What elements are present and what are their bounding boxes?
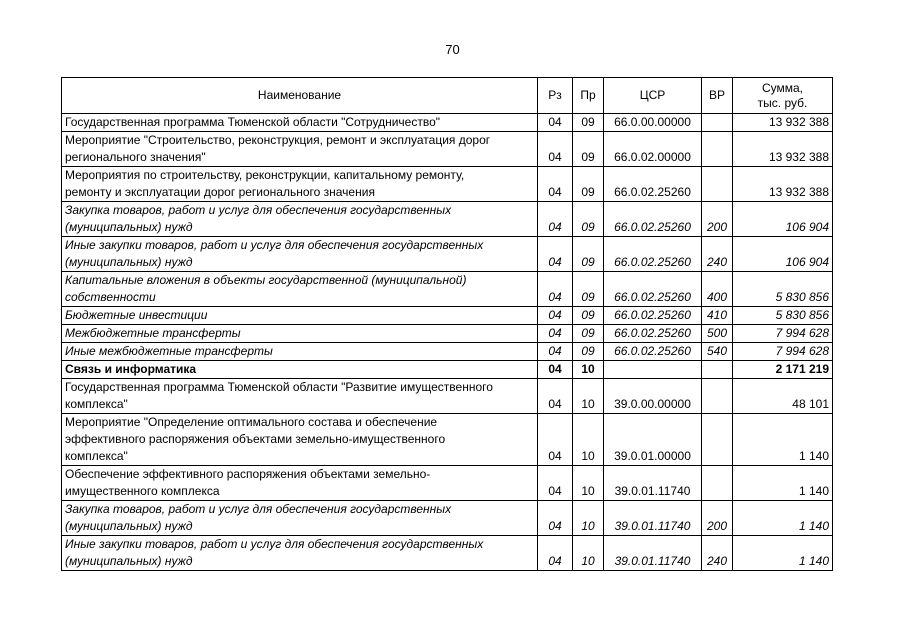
cell-rz: 04: [538, 414, 573, 466]
cell-name: Иные закупки товаров, работ и услуг для обеспечения государственных (муниципальных) нужд: [62, 536, 538, 571]
cell-pr: 09: [573, 307, 604, 325]
cell-sum: 7 994 628: [733, 343, 833, 361]
cell-sum: 13 932 388: [733, 132, 833, 167]
table-row: [62, 536, 833, 571]
cell-rz: 04: [538, 379, 573, 414]
cell-vr: 540: [702, 343, 733, 361]
cell-pr: 10: [573, 414, 604, 466]
table-row: [62, 272, 833, 307]
table-row: [62, 237, 833, 272]
table-header-row: [62, 78, 833, 114]
table-row: [62, 466, 833, 501]
cell-sum: 106 904: [733, 202, 833, 237]
table-row: [62, 361, 833, 379]
cell-name: Мероприятия по строительству, реконструкции, капитальному ремонту, ремонту и эксплуатации дорог регионального значения: [62, 167, 538, 202]
cell-vr: 200: [702, 202, 733, 237]
cell-csr: 39.0.01.00000: [604, 414, 702, 466]
cell-name: Государственная программа Тюменской области "Сотрудничество": [62, 114, 538, 132]
cell-vr: 240: [702, 237, 733, 272]
cell-pr: 09: [573, 237, 604, 272]
cell-csr: 66.0.00.00000: [604, 114, 702, 132]
cell-sum: 7 994 628: [733, 325, 833, 343]
cell-name: Мероприятие "Строительство, реконструкция, ремонт и эксплуатация дорог регионального значения": [62, 132, 538, 167]
cell-vr: 410: [702, 307, 733, 325]
table-row: [62, 307, 833, 325]
cell-sum: 1 140: [733, 414, 833, 466]
cell-name: Закупка товаров, работ и услуг для обеспечения государственных (муниципальных) нужд: [62, 501, 538, 536]
cell-name: Обеспечение эффективного распоряжения объектами земельно- имущественного комплекса: [62, 466, 538, 501]
cell-sum: 5 830 856: [733, 307, 833, 325]
cell-rz: 04: [538, 361, 573, 379]
cell-name: Иные закупки товаров, работ и услуг для обеспечения государственных (муниципальных) нужд: [62, 237, 538, 272]
header-vr: ВР: [702, 78, 733, 114]
cell-name: Государственная программа Тюменской области "Развитие имущественного комплекса": [62, 379, 538, 414]
cell-csr: 39.0.01.11740: [604, 501, 702, 536]
cell-name: Связь и информатика: [62, 361, 538, 379]
cell-rz: 04: [538, 536, 573, 571]
cell-vr: [702, 132, 733, 167]
cell-pr: 10: [573, 466, 604, 501]
cell-pr: 10: [573, 361, 604, 379]
cell-rz: 04: [538, 501, 573, 536]
cell-vr: 240: [702, 536, 733, 571]
cell-pr: 09: [573, 202, 604, 237]
cell-csr: 39.0.01.11740: [604, 466, 702, 501]
cell-sum: 106 904: [733, 237, 833, 272]
cell-csr: 66.0.02.00000: [604, 132, 702, 167]
table-row: [62, 114, 833, 132]
cell-csr: 39.0.01.11740: [604, 536, 702, 571]
cell-vr: [702, 167, 733, 202]
header-name: Наименование: [62, 78, 538, 114]
cell-sum: 48 101: [733, 379, 833, 414]
table-row: [62, 167, 833, 202]
header-pr: Пр: [573, 78, 604, 114]
table-row: [62, 343, 833, 361]
cell-name: Межбюджетные трансферты: [62, 325, 538, 343]
cell-vr: 200: [702, 501, 733, 536]
cell-rz: 04: [538, 466, 573, 501]
cell-vr: 400: [702, 272, 733, 307]
cell-vr: [702, 379, 733, 414]
cell-csr: 66.0.02.25260: [604, 325, 702, 343]
cell-sum: 13 932 388: [733, 114, 833, 132]
cell-rz: 04: [538, 237, 573, 272]
cell-rz: 04: [538, 167, 573, 202]
cell-vr: [702, 361, 733, 379]
cell-csr: 66.0.02.25260: [604, 167, 702, 202]
cell-rz: 04: [538, 114, 573, 132]
cell-rz: 04: [538, 325, 573, 343]
cell-pr: 10: [573, 379, 604, 414]
budget-table: [61, 77, 833, 571]
table-row: [62, 202, 833, 237]
cell-rz: 04: [538, 343, 573, 361]
cell-sum: 1 140: [733, 536, 833, 571]
page-number: 70: [445, 42, 460, 57]
cell-pr: 10: [573, 536, 604, 571]
cell-sum: 13 932 388: [733, 167, 833, 202]
header-csr: ЦСР: [604, 78, 702, 114]
cell-sum: 2 171 219: [733, 361, 833, 379]
header-sum: Сумма, тыс. руб.: [733, 78, 833, 114]
cell-sum: 1 140: [733, 466, 833, 501]
cell-vr: 500: [702, 325, 733, 343]
table-row: [62, 379, 833, 414]
cell-pr: 09: [573, 132, 604, 167]
table-row: [62, 501, 833, 536]
cell-vr: [702, 114, 733, 132]
cell-name: Капитальные вложения в объекты государственной (муниципальной) собственности: [62, 272, 538, 307]
cell-sum: 5 830 856: [733, 272, 833, 307]
cell-pr: 09: [573, 272, 604, 307]
cell-csr: 66.0.02.25260: [604, 272, 702, 307]
cell-name: Бюджетные инвестиции: [62, 307, 538, 325]
cell-name: Закупка товаров, работ и услуг для обеспечения государственных (муниципальных) нужд: [62, 202, 538, 237]
cell-pr: 09: [573, 325, 604, 343]
cell-rz: 04: [538, 307, 573, 325]
cell-csr: 66.0.02.25260: [604, 307, 702, 325]
table-row: [62, 132, 833, 167]
cell-pr: 10: [573, 501, 604, 536]
table-body: [62, 114, 833, 571]
cell-rz: 04: [538, 272, 573, 307]
cell-csr: 39.0.00.00000: [604, 379, 702, 414]
table-row: [62, 325, 833, 343]
cell-pr: 09: [573, 167, 604, 202]
cell-vr: [702, 466, 733, 501]
cell-sum: 1 140: [733, 501, 833, 536]
cell-csr: 66.0.02.25260: [604, 343, 702, 361]
cell-vr: [702, 414, 733, 466]
table-row: [62, 414, 833, 466]
cell-name: Иные межбюджетные трансферты: [62, 343, 538, 361]
cell-pr: 09: [573, 343, 604, 361]
header-rz: Рз: [538, 78, 573, 114]
cell-pr: 09: [573, 114, 604, 132]
cell-name: Мероприятие "Определение оптимального состава и обеспечение эффективного распоряжения объектами земельно-имущественного комплекса": [62, 414, 538, 466]
cell-rz: 04: [538, 132, 573, 167]
cell-csr: 66.0.02.25260: [604, 237, 702, 272]
cell-csr: [604, 361, 702, 379]
cell-csr: 66.0.02.25260: [604, 202, 702, 237]
cell-rz: 04: [538, 202, 573, 237]
